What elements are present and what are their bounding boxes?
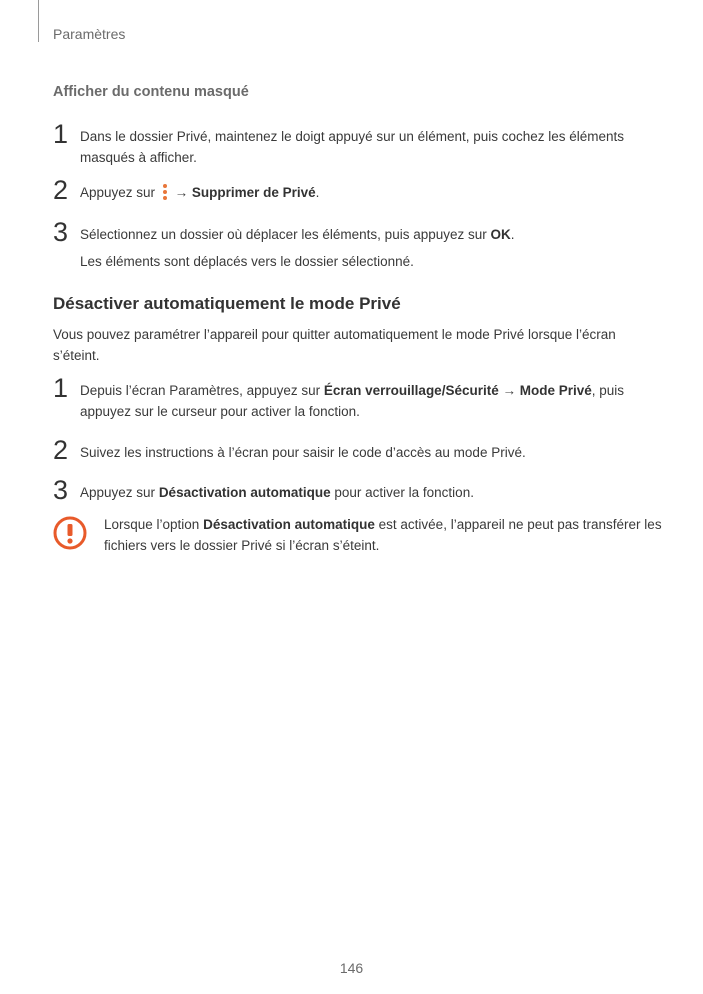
notice-suffix: est activée, l’appareil ne peut pas transférer les fichiers vers le dossier Privé si l’écran s’éteint.: [104, 517, 662, 553]
page-number: 146: [339, 960, 364, 976]
menu-option-auto-disable: Désactivation automatique: [158, 485, 331, 500]
step-text-suffix: .: [315, 185, 320, 200]
menu-option-lock-security: Écran verrouillage/Sécurité: [323, 383, 499, 398]
arrow: →: [174, 185, 189, 200]
more-options-icon: [161, 183, 169, 201]
step-number: 1: [53, 373, 69, 403]
step-note: Les éléments sont déplacés vers le dossier sélectionné.: [80, 254, 414, 269]
section-intro: Vous pouvez paramétrer l’appareil pour quitter automatiquement le mode Privé lorsque l’écran s’éteint.: [53, 327, 616, 363]
arrow: →: [502, 383, 516, 398]
menu-option-private-mode: Mode Privé: [519, 383, 592, 398]
step-text: [80, 482, 640, 503]
step-text-prefix: Appuyez sur: [80, 185, 156, 200]
notice-prefix: Lorsque l’option: [104, 517, 200, 532]
step-text: [80, 380, 640, 422]
step-number: 3: [53, 475, 69, 505]
section-title: Désactiver automatiquement le mode Privé: [53, 294, 401, 313]
step-number: 1: [53, 119, 69, 149]
step-number: 2: [53, 175, 69, 205]
step-text: Dans le dossier Privé, maintenez le doigt appuyé sur un élément, puis cochez les éléments masqués à afficher.: [80, 129, 625, 165]
notice-option: Désactivation automatique: [203, 517, 375, 532]
step-number: 2: [53, 435, 69, 465]
notice-text: [104, 514, 664, 556]
step-text-suffix: .: [510, 227, 515, 242]
step-text: Suivez les instructions à l’écran pour saisir le code d’accès au mode Privé.: [80, 445, 526, 460]
menu-option-remove-private: Supprimer de Privé: [191, 185, 316, 200]
header-rule: [38, 0, 39, 42]
step-text-prefix: Depuis l’écran Paramètres, appuyez sur: [80, 383, 321, 398]
ok-label: OK: [490, 227, 511, 242]
page-header: Paramètres: [53, 26, 126, 42]
step-text-prefix: Appuyez sur: [80, 485, 156, 500]
step-text-suffix: pour activer la fonction.: [334, 485, 474, 500]
warning-icon: [53, 516, 87, 550]
step-text-prefix: Sélectionnez un dossier où déplacer les éléments, puis appuyez sur: [80, 227, 487, 242]
step-text: [80, 182, 640, 203]
section-subtitle: Afficher du contenu masqué: [53, 84, 249, 100]
step-text: [80, 224, 640, 245]
step-number: 3: [53, 217, 69, 247]
step-text-suffix: , puis appuyez sur le curseur pour activer la fonction.: [80, 383, 625, 419]
